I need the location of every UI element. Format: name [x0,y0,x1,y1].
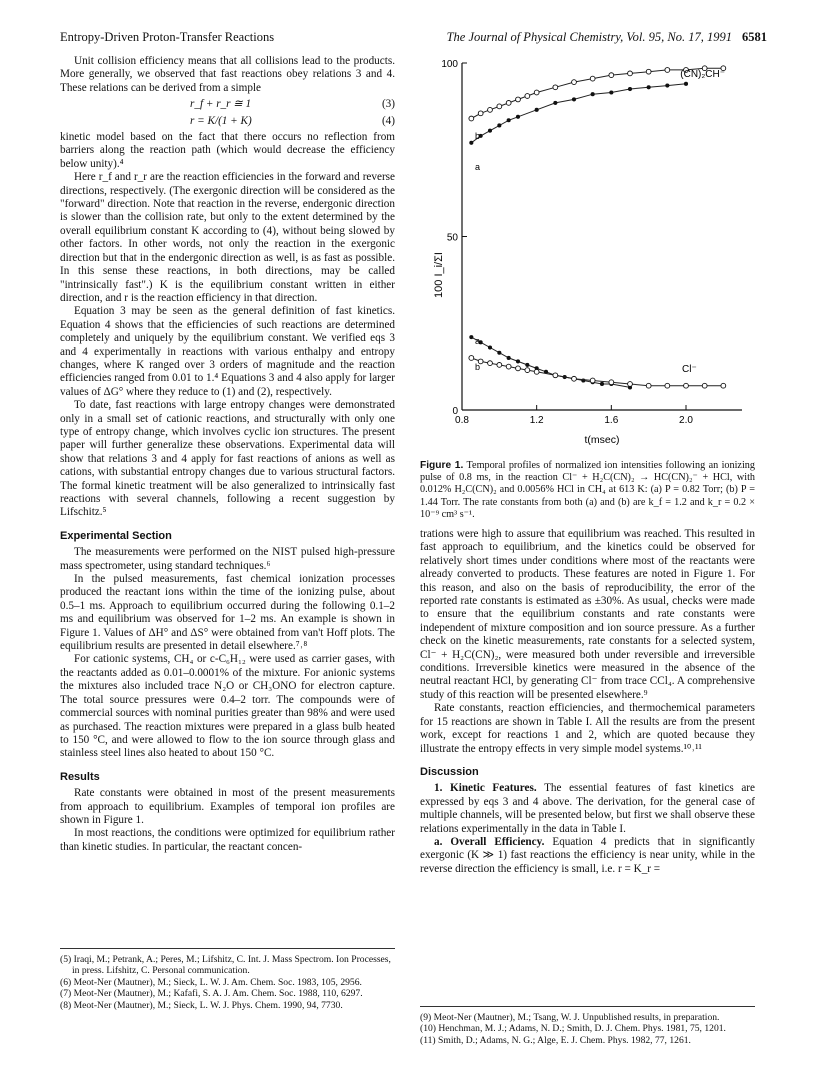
paragraph: trations were high to assure that equilibrium was reached. This resulted in fast approach to equilibrium, and the kinetics could be observed for relatively short times under conditions where most of the reactants were already converted to products. These features are noted in Figure 1. For this reason, and also on the basis of reproducibility, the error of the reported rate constants is estimated as ±30%. As usual, checks were made to ensure that the equilibrium constants and rate constants were independent of mixture composition and ion source pressure. As a further check on the kinetic measurements, rate constants for a selected system, Cl⁻ + H₂C(CN)₂, were measured both under reversible and irreversible conditions. Irreversible kinetics were measured in the absence of the neutral reactant HCl, by generating Cl⁻ from trace CCl₄. A comprehensive study of this reaction will be presented elsewhere.⁹ [420,528,755,701]
data-point [646,383,651,388]
paragraph: In the pulsed measurements, fast chemical ionization processes produced the reactant ions within the time of the ionizing pulse, about 0.5–1 ms. Approach to equilibrium occurred during the following 0.1–2 ms and equilibrium was observed for 1–2 ms. An example is shown in Figure 1. Values of ΔH° and ΔS° were obtained from van't Hoff plots. The equilibrium results are presented in detail elsewhere.⁷˒⁸ [60,573,395,653]
data-point [488,129,491,132]
data-point [488,361,493,366]
series-label-cl: Cl⁻ [682,364,697,375]
left-column [60,55,395,854]
x-axis-label: t(msec) [584,434,620,446]
data-point [470,141,473,144]
data-point [721,383,726,388]
y-axis-label: 100 I_i/ΣI [433,252,445,298]
y-tick-label: 50 [446,232,458,244]
footnote: (7) Meot-Ner (Mautner), M.; Kafafi, S. A. J. Am. Chem. Soc. 1988, 110, 6297. [60,988,363,1000]
data-point [498,124,501,127]
paragraph: Equation 3 may be seen as the general definition of fast kinetics. Equation 4 shows that the efficiencies of such reactions are determined completely and uniquely by the equilibrium constant. We verified eqs 3 and 4 experimentally in reactions with various enthalpy and entropy changes, where K ranged over 3 orders of magnitude and the reaction efficiencies ranged from 0.01 to 1.⁴ Equations 3 and 4 also apply for larger values of ΔG° where they reduce to (1) and (2), respectively. [60,305,395,398]
data-point [516,360,519,363]
data-point [591,93,594,96]
data-point [590,76,595,81]
data-point [665,68,670,73]
data-point [610,91,613,94]
y-tick-label: 0 [452,406,458,417]
paragraph: 1. Kinetic Features. The essential features of fast kinetics are expressed by eqs 3 and 4 above. The derivation, for the general case of multiple channels, will be presented below, but first we shall observe these relations experimentally in the data in Table I. [420,782,755,835]
data-point [684,82,687,85]
y-tick-label: 100 [441,59,458,70]
page-number: 6581 [742,30,767,44]
footnote: (8) Meot-Ner (Mautner), M.; Sieck, L. W. J. Phys. Chem. 1990, 94, 7730. [60,999,343,1011]
footnote: (9) Meot-Ner (Mautner), M.; Tsang, W. J. Unpublished results, in preparation. [420,1012,720,1023]
data-point [553,85,558,90]
data-point [684,383,689,388]
data-point [600,382,603,385]
data-point [497,104,502,109]
data-point [665,383,670,388]
journal-citation [447,30,767,45]
data-point [702,383,707,388]
x-tick-label: 1.6 [604,415,619,426]
data-point [609,380,614,385]
data-point [470,336,473,339]
data-point [516,366,521,371]
paragraph: For cationic systems, CH₄ or c-C₆H₁₂ were used as carrier gases, with the reactants added as 0.01–0.0001% of the mixture. For anionic systems the mixtures also included trace N₂O or CH₃ONO for electron capture. The total source pressures were 0.4–2 torr. The compounds were of commercial sources with nominal purities greater than 98% and were used as purchased. The reaction mixtures were prepared in a glass bulb heated to 150 °C, and were allowed to flow to the ion source through glass and stainless steel lines also heated to about 150 °C. [60,653,395,760]
paragraph: kinetic model based on the fact that there occurs no reflection from barriers along the reaction path (which would decrease the efficiency below unity).⁴ [60,131,395,170]
data-point [469,356,474,361]
series-line [471,84,686,143]
equation-3: r_f + r_r ≅ 1 (3) [190,98,395,111]
data-point [647,86,650,89]
running-header: Entropy-Driven Proton-Transfer Reactions [60,30,275,44]
data-point [553,373,558,378]
paragraph: Rate constants were obtained in most of the present measurements from approach to equilibrium. Examples of temporal ion profiles are shown in Figure 1. [60,787,395,826]
data-point [506,101,511,106]
caption-text: Temporal profiles of normalized ion intensities following an ionizing pulse of 0.8 ms, in the reaction Cl⁻ + H₂C(CN)₂ → HC(CN)₂⁻ + HCl, with 0.012% H₂C(CN)₂ and 0.0056% HCl in CH₄ at 613 K: (a) P = 0.82 Torr; (b) P = 1.44 Torr. The rate constants from both (a) and (b) are k_f = 1.2 and k_r = 0.2 × 10⁻⁹ cm³ s⁻¹. [420,460,755,520]
data-point [534,90,539,95]
paragraph: The measurements were performed on the NIST pulsed high-pressure mass spectrometer, using standard techniques.⁶ [60,546,395,572]
data-point [535,108,538,111]
data-point [506,364,511,369]
x-tick-label: 1.2 [529,415,544,426]
data-point [516,97,521,102]
paragraph: a. Overall Efficiency. Equation 4 predicts that in significantly exergonic (K ≫ 1) fast reactions the efficiency is near unity, while in the reverse direction the efficiency is small, i.e. r = K_r = [420,835,755,875]
data-point [572,98,575,101]
section-heading-results: Results [60,770,100,783]
series-line [471,337,630,387]
x-tick-label: 0.8 [455,415,469,426]
data-point [646,69,651,74]
section-heading-discussion: Discussion [420,765,479,778]
data-point [516,115,519,118]
footnote: (5) Iraqi, M.; Petrank, A.; Peres, M.; Lifshitz, C. Int. J. Mass Spectrom. Ion Processes, in press. Lifshitz, C. Personal communication. [60,954,391,977]
data-point [609,73,614,78]
data-point [628,382,633,387]
section-heading-experimental: Experimental Section [60,529,172,542]
data-point [628,87,631,90]
footnotes-right [420,1006,755,1046]
data-point [478,111,483,116]
curve-label-b-top: b [475,131,481,141]
data-point [572,80,577,85]
footnote: (11) Smith, D.; Adams, N. G.; Alge, E. J. Chem. Phys. 1982, 77, 1261. [420,1034,691,1046]
right-column [420,528,755,876]
data-point [572,376,577,381]
data-point [498,351,501,354]
data-point [525,368,530,373]
curve-label-a-top: a [475,162,481,172]
equation-4: r = K/(1 + K) (4) [190,114,395,127]
data-point [628,71,633,76]
paragraph: Unit collision efficiency means that all collisions lead to the products. More generally, we observed that fast reactions obey relations 3 and 4. These relations can be derived from a simple [60,55,395,94]
figure-caption [420,460,755,521]
data-point [666,84,669,87]
journal-name: The Journal of Physical Chemistry, Vol. 95, No. 17, 1991 [446,30,732,44]
footnote: (10) Henchman, M. J.; Adams, N. D.; Smith, D. J. Chem. Phys. 1981, 75, 1201. [420,1023,726,1035]
data-point [507,356,510,359]
paragraph: Rate constants, reaction efficiencies, and thermochemical parameters for 15 reactions are shown in Table I. All the results are from the present work, except for reactions 1 and 2, which are quoted because they illustrate the entropy effects in very simple model systems.¹⁰˒¹¹ [420,702,755,755]
series-label-cn2ch: (CN)₂CH⁻ [680,69,725,80]
curve-label-b-bottom: b [475,362,481,372]
figure-1-chart [420,55,760,450]
data-point [590,378,595,383]
data-point [469,116,474,121]
data-point [488,346,491,349]
data-point [534,369,539,374]
data-point [497,362,502,367]
paragraph: In most reactions, the conditions were optimized for equilibrium rather than kinetic studies. In particular, the reactant concen- [60,827,395,853]
paragraph: Here r_f and r_r are the reaction efficiencies in the forward and reverse directions, respectively. (The exergonic direction will be considered as the "forward" direction. Note that reaction in the reverse, endergonic direction is slower than the collision rate, but only to the extent determined by the overall equilibrium constant K according to (4), without being slowed by other factors. In other words, not only the reaction in the exergonic direction but that in the endergonic direction as well, is as fast as possible. In this sense these reactions, in both directions, may be called "intrinsically fast".) K is the equilibrium constant written in either direction, and r is the reaction efficiency in that direction. [60,171,395,304]
data-point [526,363,529,366]
footnotes-left [60,948,395,1011]
data-point [525,94,530,99]
data-point [507,119,510,122]
curve-label-a-bottom: a [475,336,481,346]
caption-label: Figure 1. [420,460,464,471]
footnote: (6) Meot-Ner (Mautner), M.; Sieck, L. W. J. Am. Chem. Soc. 1983, 105, 2956. [60,976,362,988]
paragraph: To date, fast reactions with large entropy changes were demonstrated only in a small set of cationic reactions, and structurally with only one type of entropy change, which involves cyclic ion structures. The present paper will further generalize these observations. Experimental data will show that relations 3 and 4 apply for fast reactions of anions as well as cations, with substantial entropy changes due to various structural factors. The formal kinetic treatment will be also generalized to intrinsically fast reactions with several channels, following a recent suggestion by Lifschitz.⁵ [60,399,395,519]
data-point [554,101,557,104]
data-point [488,107,493,112]
x-tick-label: 2.0 [679,415,693,426]
